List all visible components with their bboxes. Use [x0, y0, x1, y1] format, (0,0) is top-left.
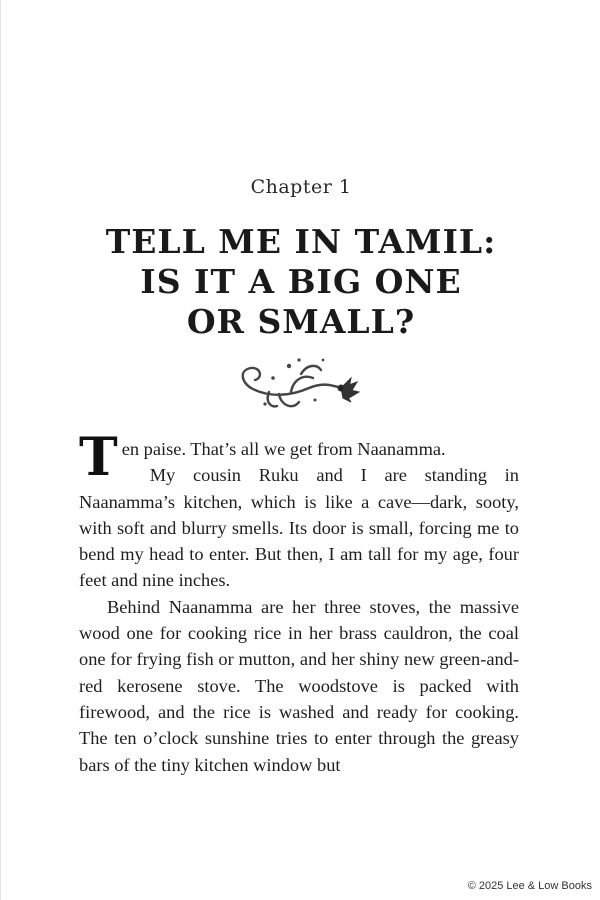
- copyright-notice: © 2025 Lee & Low Books: [467, 880, 592, 892]
- chapter-title: [61, 222, 541, 342]
- paragraph-1: [79, 427, 519, 488]
- paragraph-2: My cousin Ruku and I are standing in Naanamma’s kitchen, which is like a cave—dark, sooty, with soft and blurry smells. Its door is small, forcing me to bend my head to enter. But then, I am tall for my age, four feet and nine inches.: [79, 465, 519, 591]
- chapter-number: Chapter 1: [250, 176, 352, 198]
- chapter-title-line-2: IS IT A BIG ONE: [140, 262, 462, 301]
- chapter-body-text: [79, 427, 519, 778]
- chapter-title-line-3: OR SMALL?: [186, 302, 416, 341]
- drop-cap: T: [79, 427, 118, 488]
- chapter-title-line-1: TELL ME IN TAMIL:: [105, 222, 497, 261]
- paragraph-3: Behind Naanamma are her three stoves, the massive wood one for cooking rice in her brass cauldron, the coal one for frying fish or mutton, and her shiny new green-and-red kerosene stove. The woodstove is packed with firewood, and the rice is washed and ready for cooking. The ten o’clock sunshine tries to enter through the greasy bars of the tiny kitchen window but: [79, 596, 519, 775]
- flourish-flower-icon: [229, 352, 369, 416]
- paragraph-1-text: en paise. That’s all we get from Naanamma.: [121, 439, 446, 459]
